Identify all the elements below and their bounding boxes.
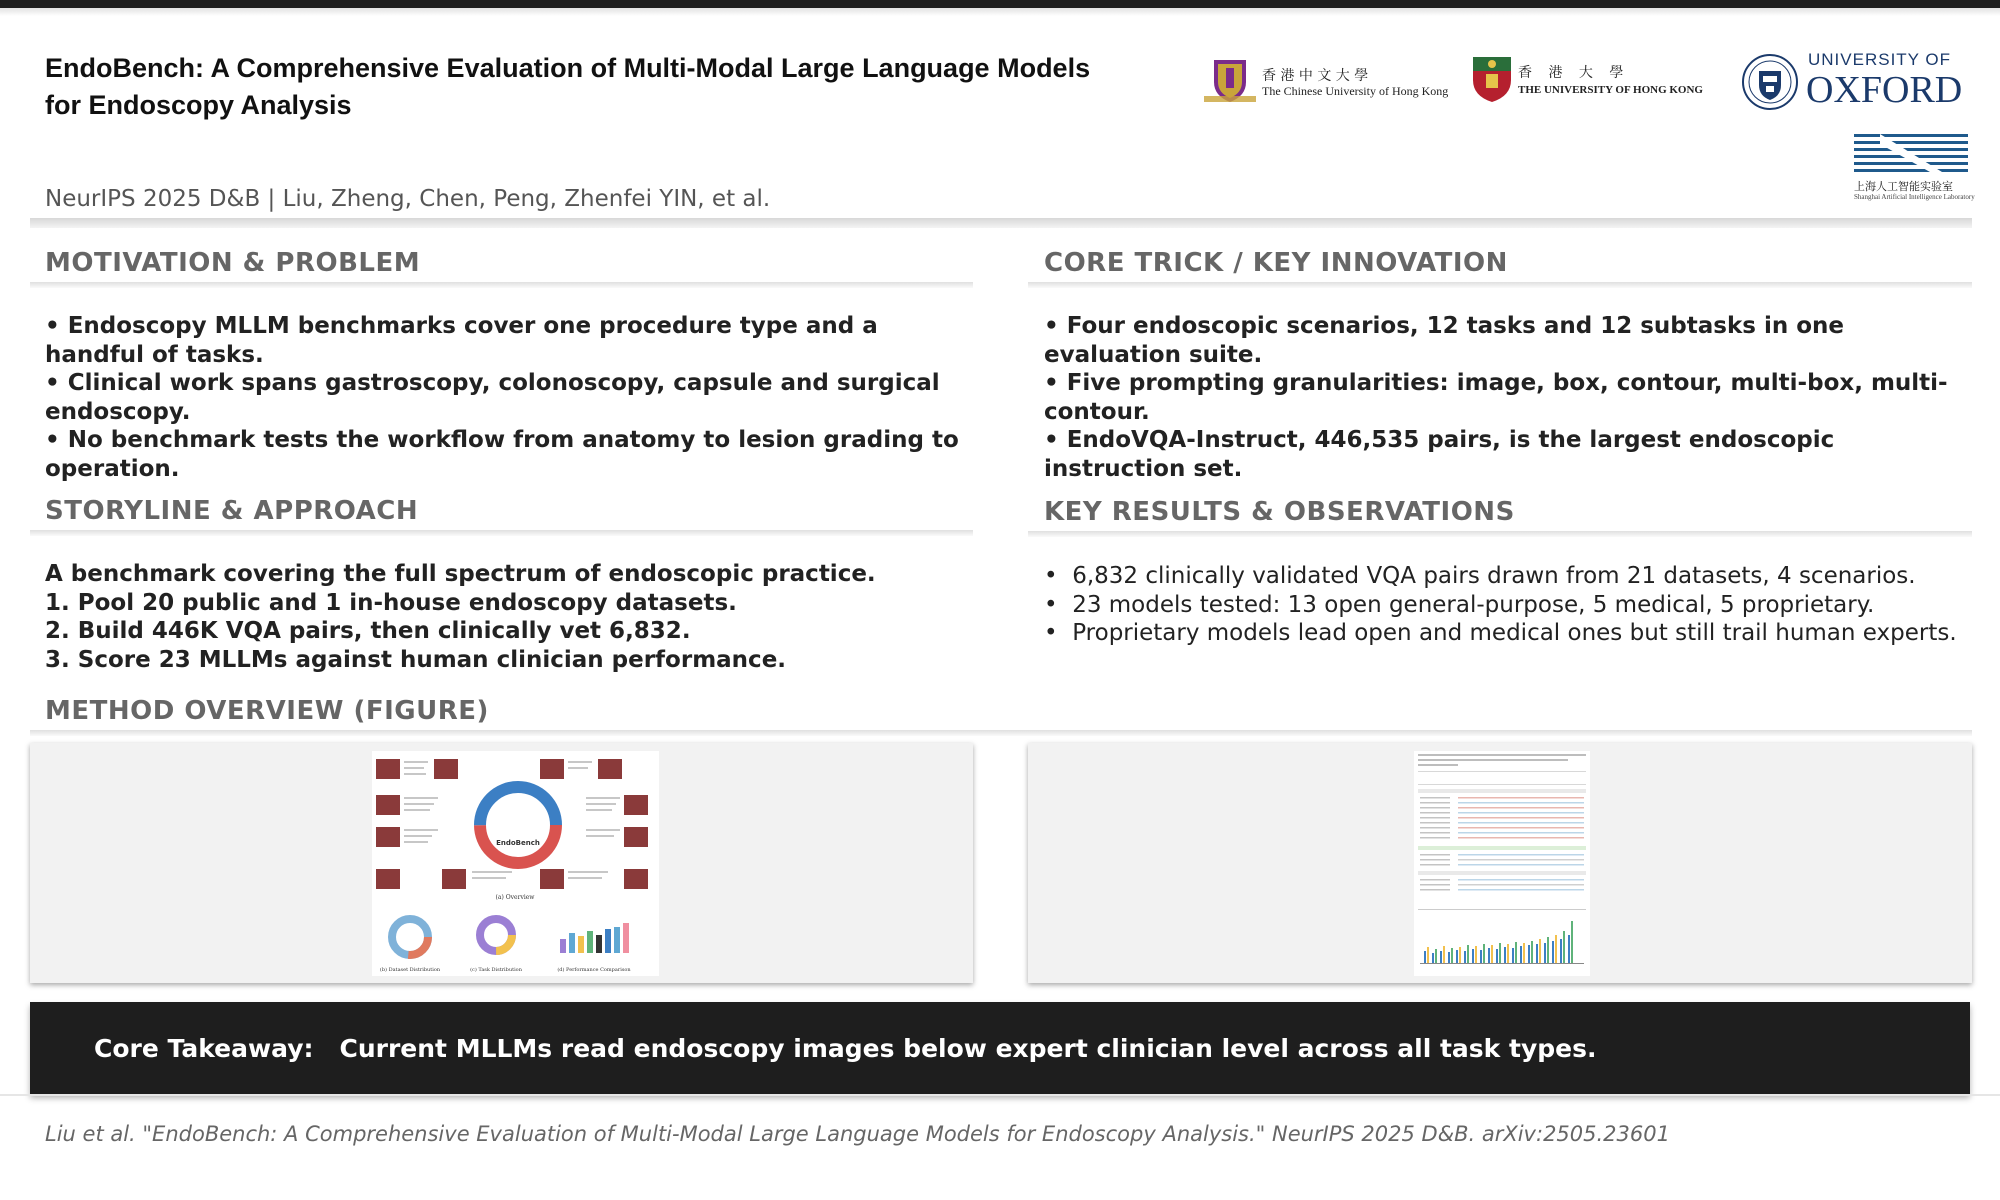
results-table-image — [1414, 751, 1590, 976]
oxford-line1: UNIVERSITY OF — [1808, 50, 1952, 69]
endobench-center-label: EndoBench — [496, 839, 540, 847]
figure-caption-a: (a) Overview — [495, 894, 535, 901]
figure-caption-b: (b) Dataset Distribution — [379, 967, 441, 973]
method-overview-figure — [372, 751, 659, 976]
oxford-crest-icon — [1740, 46, 1800, 116]
motivation-title: MOTIVATION & PROBLEM — [45, 248, 421, 278]
method-title: METHOD OVERVIEW (FIGURE) — [45, 696, 489, 726]
core-trick-bullet: • Five prompting granularities: image, box, contour, multi-box, multi-contour. — [1044, 370, 1948, 425]
motivation-bullets — [45, 312, 970, 483]
figure-caption-c: (c) Task Distribution — [470, 967, 522, 973]
results-figure-panel — [1028, 743, 1972, 983]
takeaway-text: Current MLLMs read endoscopy images below expert clinician level across all task types. — [339, 1034, 1597, 1063]
cuhk-logo — [1202, 56, 1449, 106]
results-bullets — [1044, 562, 1969, 648]
shlab-name-en: Shanghai Artificial Intelligence Laboratory — [1854, 193, 1975, 201]
motivation-bullet: • No benchmark tests the workflow from anatomy to lesion grading to operation. — [45, 427, 959, 482]
core-takeaway-banner — [30, 1002, 1970, 1094]
method-overview-image — [372, 751, 659, 976]
oxford-line2: OXFORD — [1806, 69, 1963, 111]
storyline-rule — [30, 530, 973, 536]
core-trick-title: CORE TRICK / KEY INNOVATION — [1044, 248, 1508, 278]
results-title: KEY RESULTS & OBSERVATIONS — [1044, 497, 1515, 527]
storyline-lines — [45, 560, 970, 674]
storyline-line: 2. Build 446K VQA pairs, then clinically vet 6,832. — [45, 618, 691, 644]
takeaway-label: Core Takeaway: — [94, 1034, 314, 1063]
storyline-line: 1. Pool 20 public and 1 in-house endoscopy datasets. — [45, 589, 737, 616]
hku-crest-icon — [1470, 54, 1514, 104]
shlab-mark-icon — [1850, 132, 1972, 176]
motivation-rule — [30, 282, 973, 288]
cuhk-name-en: The Chinese University of Hong Kong — [1262, 84, 1449, 98]
motivation-bullet: • Endoscopy MLLM benchmarks cover one procedure type and a handful of tasks. — [45, 313, 878, 368]
motivation-bullet: • Clinical work spans gastroscopy, colonoscopy, capsule and surgical endoscopy. — [45, 370, 940, 425]
poster-title: EndoBench: A Comprehensive Evaluation of Multi-Modal Large Language Models for Endoscopy Analysis — [45, 53, 1091, 120]
core-trick-bullets — [1044, 312, 1969, 483]
header-rule — [30, 218, 1972, 228]
footer-rule — [0, 1094, 2000, 1096]
cuhk-crest-icon — [1202, 56, 1258, 106]
core-trick-rule — [1028, 282, 1972, 288]
top-bar — [0, 0, 2000, 8]
storyline-line: 3. Score 23 MLLMs against human clinician performance. — [45, 646, 787, 673]
storyline-title: STORYLINE & APPROACH — [45, 496, 419, 526]
shlab-name-cn: 上海人工智能实验室 — [1854, 180, 1953, 193]
method-figure-panel — [30, 743, 973, 983]
results-rule — [1028, 531, 1972, 537]
cuhk-name-cn: 香 港 中 文 大 學 — [1262, 68, 1369, 84]
storyline-line: A benchmark covering the full spectrum of endoscopic practice. — [45, 561, 876, 587]
shlab-logo — [1850, 132, 1975, 204]
results-bullet: • Proprietary models lead open and medical ones but still trail human experts. — [1044, 620, 1957, 646]
results-bullet: • 23 models tested: 13 open general-purpose, 5 medical, 5 proprietary. — [1044, 591, 1875, 618]
hku-name-en: THE UNIVERSITY OF HONG KONG — [1518, 84, 1703, 96]
results-table-figure — [1414, 751, 1590, 976]
hku-name-cn: 香 港 大 學 — [1518, 65, 1630, 81]
method-rule — [30, 730, 1972, 736]
poster-authors: NeurIPS 2025 D&B | Liu, Zheng, Chen, Peng, Zhenfei YIN, et al. — [45, 186, 771, 212]
results-bullet: • 6,832 clinically validated VQA pairs drawn from 21 datasets, 4 scenarios. — [1044, 563, 1916, 589]
oxford-logo — [1740, 46, 1972, 118]
top-bar-shade — [0, 8, 2000, 16]
figure-caption-d: (d) Performance Comparison — [557, 967, 631, 973]
hku-logo — [1470, 54, 1710, 106]
core-trick-bullet: • Four endoscopic scenarios, 12 tasks and 12 subtasks in one evaluation suite. — [1044, 313, 1845, 368]
citation: Liu et al. "EndoBench: A Comprehensive Evaluation of Multi-Modal Large Language Models for Endoscopy Analysis." NeurIPS 2025 D&B. arXiv:2505.23601 — [45, 1122, 1670, 1146]
core-trick-bullet: • EndoVQA-Instruct, 446,535 pairs, is the largest endoscopic instruction set. — [1044, 427, 1835, 482]
